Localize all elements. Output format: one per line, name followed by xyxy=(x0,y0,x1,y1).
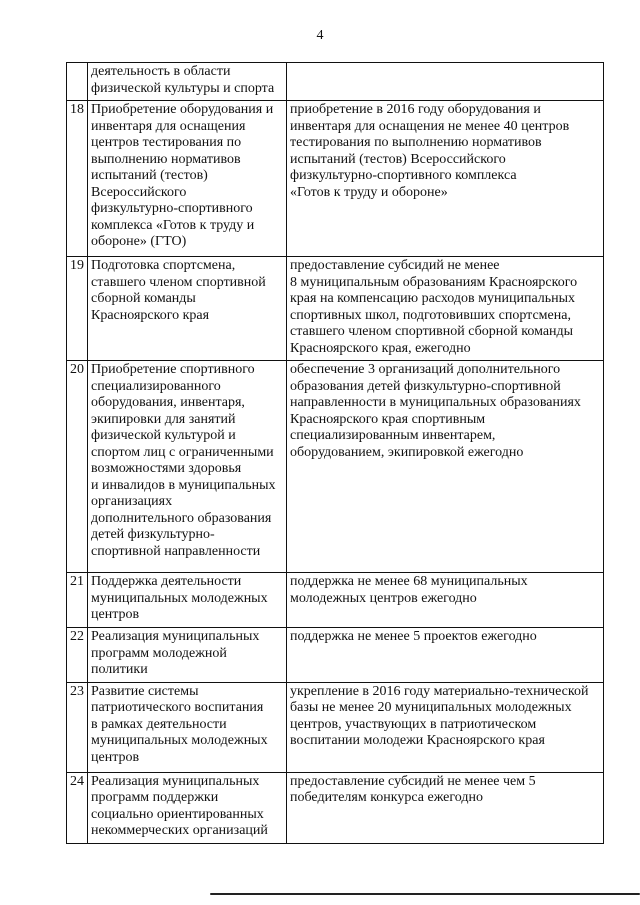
measure-name-line: инвентаря для оснащения xyxy=(91,118,246,134)
indicator-line: предоставление субсидий не менее чем 5 xyxy=(290,773,536,789)
row-number: 24 xyxy=(67,772,88,843)
measure-name-line: физической культурой и xyxy=(91,428,236,443)
measure-name-line: Красноярского края xyxy=(91,307,210,323)
indicator-line: направленности в муниципальных образованиях xyxy=(290,395,581,410)
measure-name-line: центров тестирования по xyxy=(91,135,242,150)
measure-name-line: Приобретение оборудования и xyxy=(91,102,274,117)
measure-name-line: организациях xyxy=(91,494,173,509)
measure-name-line: в рамках деятельности xyxy=(91,716,227,732)
measure-name-cell xyxy=(88,101,287,257)
indicator-line: Красноярского края, ежегодно xyxy=(290,340,471,356)
indicator-line: ставшего членом спортивной сборной команды xyxy=(290,324,574,339)
measure-name-line: Развитие системы xyxy=(91,683,199,699)
table-row xyxy=(67,63,604,101)
measure-name-cell xyxy=(88,63,287,101)
measure-name-line: комплекса «Готов к труду и xyxy=(91,217,255,233)
indicator-line: 8 муниципальным образованиям Красноярского xyxy=(290,274,578,290)
measure-name-line: оборудования, инвентаря, xyxy=(91,395,245,410)
indicator-cell xyxy=(287,628,604,683)
measure-name-line: сборной команды xyxy=(91,291,196,306)
table-row xyxy=(67,361,604,573)
measure-name-cell xyxy=(88,257,287,361)
indicator-cell xyxy=(287,101,604,257)
measure-name-line: некоммерческих организаций xyxy=(91,823,268,838)
row-number: 22 xyxy=(67,628,88,683)
indicator-cell xyxy=(287,772,604,843)
measure-name-line: дополнительного образования xyxy=(91,510,272,526)
measure-name-line: центров xyxy=(91,749,140,765)
indicator-line: края на компенсацию расходов муниципальных xyxy=(290,291,576,306)
indicator-cell xyxy=(287,257,604,361)
measure-name-line: детей физкультурно- xyxy=(91,527,215,542)
page-number: 4 xyxy=(316,28,324,43)
measure-name-line: ставшего членом спортивной xyxy=(91,274,266,290)
measure-name-line: программ поддержки xyxy=(91,790,219,805)
measure-name-line: деятельность в области xyxy=(91,64,231,79)
row-number: 21 xyxy=(67,573,88,628)
table-row xyxy=(67,101,604,257)
indicator-line: спортивных школ, подготовивших спортсмена, xyxy=(290,307,571,323)
table-row xyxy=(67,628,604,683)
measure-name-cell xyxy=(88,628,287,683)
measure-name-line: возможностями здоровья xyxy=(91,461,242,476)
page-edge-shadow xyxy=(210,893,640,895)
measure-name-line: спортом лиц с ограниченными xyxy=(91,444,274,460)
measure-name-cell xyxy=(88,361,287,573)
indicator-line: поддержка не менее 68 муниципальных xyxy=(290,574,528,589)
measures-table xyxy=(66,62,604,844)
indicator-line: приобретение в 2016 году оборудования и xyxy=(290,102,541,117)
indicator-line: предоставление субсидий не менее xyxy=(290,258,500,273)
measure-name-line: Поддержка деятельности xyxy=(91,574,242,589)
indicator-line: поддержка не менее 5 проектов ежегодно xyxy=(290,629,537,644)
measure-name-line: Всероссийского xyxy=(91,184,187,200)
indicator-line: физкультурно-спортивного комплекса xyxy=(290,168,517,183)
table-row xyxy=(67,257,604,361)
measure-name-line: Приобретение спортивного xyxy=(91,362,255,377)
indicator-cell xyxy=(287,63,604,101)
indicator-line: «Готов к труду и обороне» xyxy=(290,184,448,200)
measure-name-line: физкультурно-спортивного xyxy=(91,201,253,216)
measure-name-line: патриотического воспитания xyxy=(91,700,264,715)
indicator-line: специализированным инвентарем, xyxy=(290,428,496,443)
measure-name-line: Реализация муниципальных xyxy=(91,629,260,644)
measure-name-line: Подготовка спортсмена, xyxy=(91,258,236,273)
indicator-cell xyxy=(287,573,604,628)
indicator-line: воспитании молодежи Красноярского края xyxy=(290,733,545,748)
measure-name-line: политики xyxy=(91,662,148,677)
indicator-cell xyxy=(287,361,604,573)
measure-name-line: программ молодежной xyxy=(91,645,227,661)
indicator-line: победителям конкурса ежегодно xyxy=(290,790,483,805)
indicator-line: испытаний (тестов) Всероссийского xyxy=(290,151,506,167)
measure-name-line: центров xyxy=(91,607,140,622)
indicator-line: обеспечение 3 организаций дополнительного xyxy=(290,362,561,377)
table-row xyxy=(67,573,604,628)
measure-name-line: обороне» (ГТО) xyxy=(91,234,187,249)
measure-name-line: физической культуры и спорта xyxy=(91,80,275,96)
row-number: 20 xyxy=(67,361,88,573)
measure-name-line: спортивной направленности xyxy=(91,543,261,559)
measure-name-line: Реализация муниципальных xyxy=(91,773,260,789)
row-number: 18 xyxy=(67,101,88,257)
measure-name-line: муниципальных молодежных xyxy=(91,733,268,748)
measure-name-line: социально ориентированных xyxy=(91,806,264,822)
row-number xyxy=(67,63,88,101)
table-row xyxy=(67,682,604,772)
measure-name-line: выполнению нормативов xyxy=(91,151,241,167)
indicator-line: тестирования по выполнению нормативов xyxy=(290,135,542,150)
measure-name-cell xyxy=(88,573,287,628)
measure-name-line: и инвалидов в муниципальных xyxy=(91,477,276,493)
measure-name-line: экипировки для занятий xyxy=(91,411,236,427)
indicator-line: Красноярского края спортивным xyxy=(290,411,486,427)
indicator-line: базы не менее 20 муниципальных молодежных xyxy=(290,700,572,715)
table-row xyxy=(67,772,604,843)
indicator-line: центров, участвующих в патриотическом xyxy=(290,716,537,732)
indicator-line: образования детей физкультурно-спортивной xyxy=(290,378,561,394)
row-number: 19 xyxy=(67,257,88,361)
row-number: 23 xyxy=(67,682,88,772)
measure-name-cell xyxy=(88,682,287,772)
indicator-cell xyxy=(287,682,604,772)
measure-name-cell xyxy=(88,772,287,843)
indicator-line: инвентаря для оснащения не менее 40 центров xyxy=(290,118,570,134)
indicator-line: оборудованием, экипировкой ежегодно xyxy=(290,444,524,460)
indicator-line: молодежных центров ежегодно xyxy=(290,590,477,606)
measures-table-body xyxy=(67,63,604,844)
measure-name-line: испытаний (тестов) xyxy=(91,168,208,183)
measure-name-line: муниципальных молодежных xyxy=(91,590,268,606)
indicator-line: укрепление в 2016 году материально-технической xyxy=(290,683,589,699)
measure-name-line: специализированного xyxy=(91,378,221,394)
